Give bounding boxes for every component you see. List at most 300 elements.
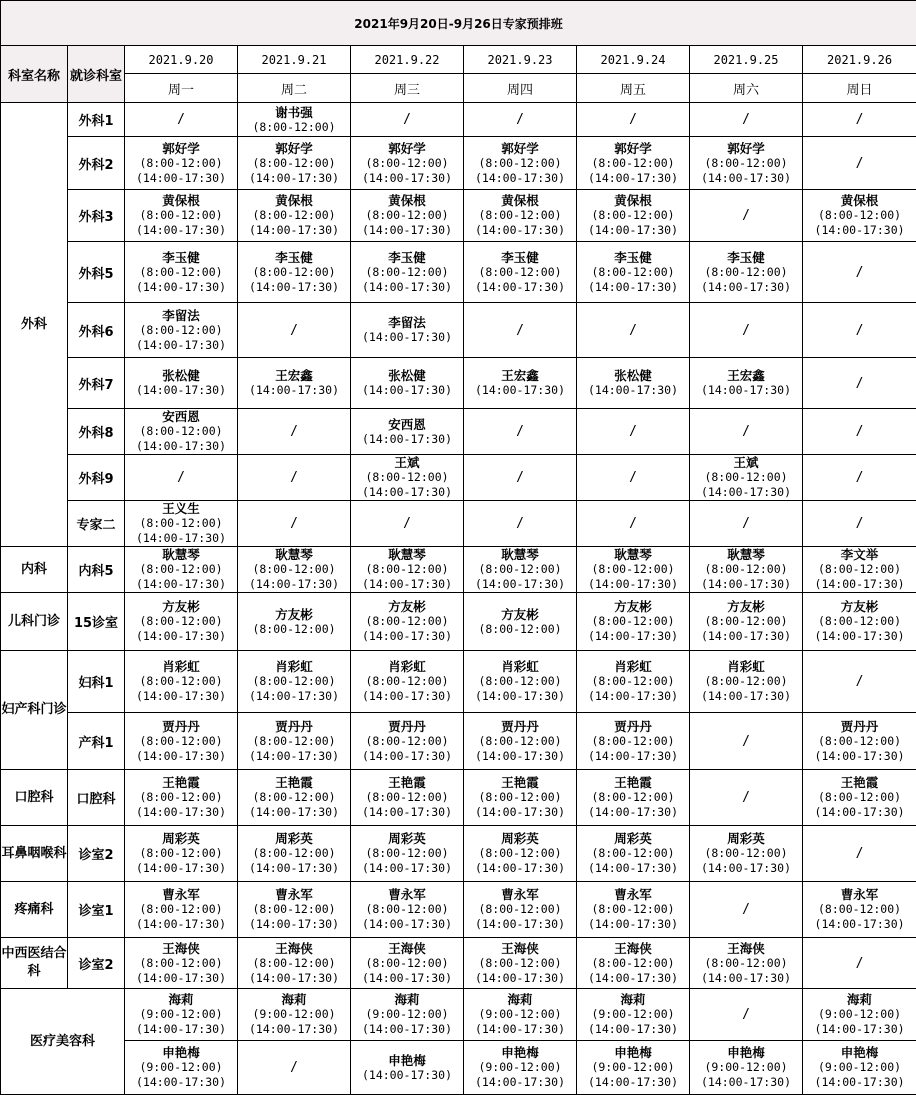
time-slot: (9:00-12:00) — [690, 1060, 802, 1075]
time-slot: (14:00-17:30) — [464, 223, 576, 238]
schedule-cell — [464, 651, 577, 713]
doctor-name: 王海侠 — [238, 941, 350, 956]
time-slot: (14:00-17:30) — [690, 171, 802, 186]
schedule-cell — [125, 989, 238, 1041]
schedule-cell — [803, 989, 916, 1041]
doctor-name: 王宏鑫 — [238, 368, 350, 383]
time-slot: (14:00-17:30) — [125, 805, 237, 820]
doctor-name: 王海侠 — [351, 941, 463, 956]
table-row — [1, 651, 916, 713]
doctor-name: 海莉 — [577, 992, 689, 1007]
schedule-cell — [125, 501, 238, 547]
time-slot: (8:00-12:00) — [351, 562, 463, 577]
department-name: 耳鼻咽喉科 — [1, 826, 68, 882]
doctor-name: 方友彬 — [125, 599, 237, 614]
doctor-name: 贾丹丹 — [238, 719, 350, 734]
schedule-cell — [351, 409, 464, 455]
time-slot: (8:00-12:00) — [351, 156, 463, 171]
schedule-cell — [803, 242, 916, 303]
schedule-cell — [690, 1041, 803, 1095]
time-slot: (14:00-17:30) — [351, 223, 463, 238]
schedule-cell — [238, 989, 351, 1041]
schedule-cell — [690, 593, 803, 651]
time-slot: (14:00-17:30) — [125, 338, 237, 353]
time-slot: (14:00-17:30) — [803, 629, 916, 644]
doctor-name: 肖彩虹 — [464, 659, 576, 674]
weekday-header: 周日 — [803, 74, 916, 103]
doctor-name: 黄保根 — [351, 193, 463, 208]
department-name: 儿科门诊 — [1, 593, 68, 651]
weekday-header: 周二 — [238, 74, 351, 103]
schedule-cell — [464, 358, 577, 409]
time-slot: (8:00-12:00) — [464, 265, 576, 280]
doctor-name: 曹永军 — [577, 887, 689, 902]
doctor-name: 肖彩虹 — [351, 659, 463, 674]
doctor-name: 贾丹丹 — [803, 719, 916, 734]
schedule-cell — [577, 242, 690, 303]
date-header: 2021.9.23 — [464, 46, 577, 74]
schedule-cell — [238, 651, 351, 713]
schedule-cell — [351, 242, 464, 303]
time-slot: (8:00-12:00) — [125, 614, 237, 629]
doctor-name: 李文举 — [803, 547, 916, 562]
doctor-name: 曹永军 — [464, 887, 576, 902]
doctor-name: 王艳霞 — [464, 775, 576, 790]
time-slot: (8:00-12:00) — [238, 956, 350, 971]
time-slot: (8:00-12:00) — [238, 120, 350, 135]
clinic-name: 专家二 — [68, 501, 125, 547]
schedule-cell — [803, 770, 916, 826]
schedule-cell — [125, 358, 238, 409]
no-clinic-mark: / — [403, 112, 411, 127]
time-slot: (9:00-12:00) — [125, 1007, 237, 1022]
time-slot: (14:00-17:30) — [577, 577, 689, 592]
schedule-cell — [577, 501, 690, 547]
schedule-cell — [464, 242, 577, 303]
schedule-cell — [577, 409, 690, 455]
doctor-name: 海莉 — [803, 992, 916, 1007]
schedule-cell — [464, 455, 577, 501]
no-clinic-mark: / — [290, 1060, 298, 1075]
time-slot: (8:00-12:00) — [803, 208, 916, 223]
doctor-name: 李玉健 — [690, 250, 802, 265]
doctor-name: 黄保根 — [464, 193, 576, 208]
time-slot: (9:00-12:00) — [351, 1007, 463, 1022]
time-slot: (14:00-17:30) — [690, 383, 802, 398]
doctor-name: 郭好学 — [125, 141, 237, 156]
doctor-name: 海莉 — [464, 992, 576, 1007]
doctor-name: 方友彬 — [351, 599, 463, 614]
time-slot: (14:00-17:30) — [803, 805, 916, 820]
time-slot: (8:00-12:00) — [351, 470, 463, 485]
clinic-name: 外科3 — [68, 190, 125, 242]
time-slot: (9:00-12:00) — [803, 1060, 916, 1075]
schedule-cell — [803, 882, 916, 938]
doctor-name: 方友彬 — [464, 607, 576, 622]
schedule-cell — [464, 826, 577, 882]
schedule-cell — [577, 137, 690, 190]
schedule-cell — [803, 409, 916, 455]
schedule-cell — [351, 190, 464, 242]
time-slot: (8:00-12:00) — [803, 562, 916, 577]
no-clinic-mark: / — [629, 516, 637, 531]
no-clinic-mark: / — [742, 424, 750, 439]
schedule-cell — [577, 770, 690, 826]
time-slot: (9:00-12:00) — [464, 1060, 576, 1075]
schedule-cell — [690, 358, 803, 409]
schedule-cell — [238, 137, 351, 190]
time-slot: (14:00-17:30) — [351, 861, 463, 876]
doctor-name: 申艳梅 — [690, 1045, 802, 1060]
doctor-name: 耿慧琴 — [238, 547, 350, 562]
time-slot: (14:00-17:30) — [577, 171, 689, 186]
schedule-cell — [577, 455, 690, 501]
table-row — [1, 882, 916, 938]
doctor-name: 贾丹丹 — [125, 719, 237, 734]
weekday-header: 周三 — [351, 74, 464, 103]
doctor-name: 王海侠 — [125, 941, 237, 956]
time-slot: (14:00-17:30) — [577, 280, 689, 295]
schedule-cell — [577, 938, 690, 989]
time-slot: (14:00-17:30) — [351, 171, 463, 186]
doctor-name: 方友彬 — [803, 599, 916, 614]
time-slot: (8:00-12:00) — [125, 208, 237, 223]
no-clinic-mark: / — [516, 323, 524, 338]
time-slot: (14:00-17:30) — [690, 689, 802, 704]
doctor-name: 曹永军 — [125, 887, 237, 902]
doctor-name: 海莉 — [238, 992, 350, 1007]
doctor-name: 安西恩 — [125, 409, 237, 424]
time-slot: (14:00-17:30) — [690, 280, 802, 295]
no-clinic-mark: / — [742, 790, 750, 805]
time-slot: (8:00-12:00) — [238, 265, 350, 280]
time-slot: (8:00-12:00) — [125, 734, 237, 749]
time-slot: (8:00-12:00) — [351, 208, 463, 223]
time-slot: (8:00-12:00) — [351, 734, 463, 749]
time-slot: (14:00-17:30) — [577, 689, 689, 704]
schedule-cell — [125, 1041, 238, 1095]
schedule-cell — [577, 651, 690, 713]
time-slot: (8:00-12:00) — [690, 265, 802, 280]
clinic-name: 外科8 — [68, 409, 125, 455]
time-slot: (14:00-17:30) — [577, 223, 689, 238]
department-name: 口腔科 — [1, 770, 68, 826]
time-slot: (8:00-12:00) — [125, 265, 237, 280]
department-name: 外科 — [1, 103, 68, 547]
schedule-cell — [125, 103, 238, 137]
doctor-name: 曹永军 — [803, 887, 916, 902]
header-dept: 科室名称 — [1, 46, 68, 103]
clinic-name: 15诊室 — [68, 593, 125, 651]
time-slot: (14:00-17:30) — [577, 861, 689, 876]
clinic-name: 外科7 — [68, 358, 125, 409]
no-clinic-mark: / — [629, 470, 637, 485]
time-slot: (8:00-12:00) — [690, 156, 802, 171]
doctor-name: 肖彩虹 — [125, 659, 237, 674]
date-header: 2021.9.24 — [577, 46, 690, 74]
time-slot: (8:00-12:00) — [238, 208, 350, 223]
schedule-cell — [351, 713, 464, 770]
doctor-name: 郭好学 — [690, 141, 802, 156]
time-slot: (8:00-12:00) — [238, 156, 350, 171]
clinic-name: 口腔科 — [68, 770, 125, 826]
doctor-name: 李玉健 — [351, 250, 463, 265]
schedule-cell — [238, 1041, 351, 1095]
weekday-header: 周一 — [125, 74, 238, 103]
schedule-cell — [690, 547, 803, 593]
schedule-cell — [803, 358, 916, 409]
time-slot: (14:00-17:30) — [464, 383, 576, 398]
no-clinic-mark: / — [856, 956, 864, 971]
time-slot: (14:00-17:30) — [238, 171, 350, 186]
doctor-name: 周彩英 — [238, 831, 350, 846]
time-slot: (14:00-17:30) — [351, 577, 463, 592]
schedule-cell — [464, 303, 577, 358]
no-clinic-mark: / — [742, 208, 750, 223]
schedule-cell — [690, 455, 803, 501]
time-slot: (8:00-12:00) — [464, 156, 576, 171]
doctor-name: 王海侠 — [690, 941, 802, 956]
doctor-name: 郭好学 — [577, 141, 689, 156]
no-clinic-mark: / — [742, 734, 750, 749]
department-name: 中西医结合科 — [1, 938, 68, 989]
table-row — [1, 989, 916, 1041]
time-slot: (14:00-17:30) — [690, 485, 802, 500]
time-slot: (14:00-17:30) — [803, 577, 916, 592]
schedule-cell — [125, 593, 238, 651]
doctor-name: 李玉健 — [464, 250, 576, 265]
time-slot: (14:00-17:30) — [238, 917, 350, 932]
time-slot: (14:00-17:30) — [238, 971, 350, 986]
doctor-name: 贾丹丹 — [577, 719, 689, 734]
table-row — [1, 409, 916, 455]
schedule-cell — [464, 547, 577, 593]
table-row — [1, 593, 916, 651]
time-slot: (8:00-12:00) — [351, 265, 463, 280]
schedule-cell — [803, 303, 916, 358]
time-slot: (14:00-17:30) — [351, 971, 463, 986]
doctor-name: 肖彩虹 — [238, 659, 350, 674]
time-slot: (14:00-17:30) — [690, 629, 802, 644]
weekday-header: 周五 — [577, 74, 690, 103]
clinic-name: 内科5 — [68, 547, 125, 593]
time-slot: (14:00-17:30) — [351, 330, 463, 345]
time-slot: (14:00-17:30) — [351, 485, 463, 500]
time-slot: (14:00-17:30) — [690, 861, 802, 876]
time-slot: (8:00-12:00) — [238, 902, 350, 917]
schedule-cell — [351, 882, 464, 938]
doctor-name: 王艳霞 — [803, 775, 916, 790]
time-slot: (8:00-12:00) — [464, 790, 576, 805]
time-slot: (8:00-12:00) — [690, 614, 802, 629]
time-slot: (9:00-12:00) — [125, 1060, 237, 1075]
time-slot: (8:00-12:00) — [125, 323, 237, 338]
doctor-name: 王宏鑫 — [464, 368, 576, 383]
time-slot: (8:00-12:00) — [125, 516, 237, 531]
no-clinic-mark: / — [856, 846, 864, 861]
schedule-cell — [690, 242, 803, 303]
schedule-cell — [690, 501, 803, 547]
schedule-cell — [690, 826, 803, 882]
schedule-cell — [690, 137, 803, 190]
time-slot: (14:00-17:30) — [464, 805, 576, 820]
schedule-cell — [238, 882, 351, 938]
schedule-cell — [690, 882, 803, 938]
time-slot: (14:00-17:30) — [351, 1022, 463, 1037]
no-clinic-mark: / — [177, 470, 185, 485]
doctor-name: 方友彬 — [690, 599, 802, 614]
doctor-name: 王艳霞 — [125, 775, 237, 790]
schedule-cell — [238, 713, 351, 770]
time-slot: (9:00-12:00) — [238, 1007, 350, 1022]
time-slot: (8:00-12:00) — [803, 790, 916, 805]
schedule-cell — [803, 190, 916, 242]
schedule-cell — [577, 190, 690, 242]
time-slot: (14:00-17:30) — [238, 805, 350, 820]
time-slot: (14:00-17:30) — [464, 171, 576, 186]
time-slot: (8:00-12:00) — [464, 846, 576, 861]
schedule-cell — [351, 455, 464, 501]
doctor-name: 曹永军 — [238, 887, 350, 902]
time-slot: (8:00-12:00) — [125, 790, 237, 805]
schedule-cell — [351, 137, 464, 190]
time-slot: (14:00-17:30) — [464, 749, 576, 764]
doctor-name: 耿慧琴 — [690, 547, 802, 562]
schedule-cell — [351, 1041, 464, 1095]
time-slot: (9:00-12:00) — [464, 1007, 576, 1022]
no-clinic-mark: / — [403, 516, 411, 531]
doctor-name: 郭好学 — [351, 141, 463, 156]
no-clinic-mark: / — [516, 470, 524, 485]
no-clinic-mark: / — [742, 112, 750, 127]
time-slot: (14:00-17:30) — [577, 749, 689, 764]
date-header: 2021.9.25 — [690, 46, 803, 74]
time-slot: (14:00-17:30) — [125, 749, 237, 764]
time-slot: (14:00-17:30) — [238, 1022, 350, 1037]
clinic-name: 外科6 — [68, 303, 125, 358]
doctor-name: 李留法 — [351, 315, 463, 330]
doctor-name: 海莉 — [351, 992, 463, 1007]
time-slot: (14:00-17:30) — [351, 917, 463, 932]
table-row — [1, 303, 916, 358]
no-clinic-mark: / — [856, 156, 864, 171]
table-row — [1, 358, 916, 409]
time-slot: (8:00-12:00) — [803, 614, 916, 629]
time-slot: (14:00-17:30) — [577, 971, 689, 986]
doctor-name: 王海侠 — [577, 941, 689, 956]
schedule-cell — [125, 770, 238, 826]
no-clinic-mark: / — [856, 424, 864, 439]
schedule-cell — [690, 713, 803, 770]
schedule-cell — [238, 190, 351, 242]
time-slot: (14:00-17:30) — [125, 971, 237, 986]
time-slot: (14:00-17:30) — [803, 223, 916, 238]
time-slot: (8:00-12:00) — [464, 562, 576, 577]
time-slot: (8:00-12:00) — [577, 790, 689, 805]
time-slot: (8:00-12:00) — [577, 674, 689, 689]
schedule-cell — [690, 303, 803, 358]
schedule-cell — [238, 547, 351, 593]
no-clinic-mark: / — [177, 112, 185, 127]
no-clinic-mark: / — [856, 112, 864, 127]
time-slot: (14:00-17:30) — [464, 1022, 576, 1037]
time-slot: (14:00-17:30) — [238, 577, 350, 592]
doctor-name: 王宏鑫 — [690, 368, 802, 383]
time-slot: (14:00-17:30) — [464, 861, 576, 876]
time-slot: (14:00-17:30) — [690, 971, 802, 986]
no-clinic-mark: / — [856, 323, 864, 338]
schedule-cell — [464, 103, 577, 137]
no-clinic-mark: / — [742, 323, 750, 338]
schedule-cell — [125, 938, 238, 989]
time-slot: (8:00-12:00) — [464, 208, 576, 223]
no-clinic-mark: / — [629, 112, 637, 127]
schedule-cell — [577, 547, 690, 593]
time-slot: (8:00-12:00) — [238, 562, 350, 577]
time-slot: (9:00-12:00) — [577, 1060, 689, 1075]
doctor-name: 周彩英 — [351, 831, 463, 846]
no-clinic-mark: / — [742, 1007, 750, 1022]
time-slot: (14:00-17:30) — [577, 917, 689, 932]
time-slot: (14:00-17:30) — [125, 917, 237, 932]
date-header: 2021.9.20 — [125, 46, 238, 74]
time-slot: (8:00-12:00) — [125, 562, 237, 577]
doctor-name: 耿慧琴 — [577, 547, 689, 562]
time-slot: (14:00-17:30) — [464, 971, 576, 986]
table-row — [1, 501, 916, 547]
doctor-name: 张松健 — [125, 368, 237, 383]
schedule-cell — [577, 303, 690, 358]
doctor-name: 安西恩 — [351, 417, 463, 432]
time-slot: (8:00-12:00) — [577, 614, 689, 629]
schedule-cell — [803, 137, 916, 190]
time-slot: (14:00-17:30) — [238, 383, 350, 398]
doctor-name: 王艳霞 — [238, 775, 350, 790]
time-slot: (14:00-17:30) — [125, 383, 237, 398]
schedule-cell — [803, 1041, 916, 1095]
schedule-cell — [464, 770, 577, 826]
time-slot: (8:00-12:00) — [803, 902, 916, 917]
time-slot: (8:00-12:00) — [125, 424, 237, 439]
time-slot: (8:00-12:00) — [690, 470, 802, 485]
time-slot: (14:00-17:30) — [351, 805, 463, 820]
doctor-name: 郭好学 — [464, 141, 576, 156]
time-slot: (14:00-17:30) — [577, 383, 689, 398]
time-slot: (8:00-12:00) — [464, 902, 576, 917]
no-clinic-mark: / — [742, 902, 750, 917]
schedule-cell — [125, 547, 238, 593]
time-slot: (8:00-12:00) — [238, 790, 350, 805]
no-clinic-mark: / — [856, 674, 864, 689]
time-slot: (8:00-12:00) — [238, 734, 350, 749]
doctor-name: 周彩英 — [125, 831, 237, 846]
time-slot: (14:00-17:30) — [577, 1022, 689, 1037]
schedule-cell — [464, 190, 577, 242]
schedule-cell — [238, 103, 351, 137]
schedule-cell — [238, 409, 351, 455]
time-slot: (14:00-17:30) — [125, 1022, 237, 1037]
time-slot: (14:00-17:30) — [690, 577, 802, 592]
time-slot: (14:00-17:30) — [125, 223, 237, 238]
schedule-cell — [125, 651, 238, 713]
time-slot: (14:00-17:30) — [464, 1075, 576, 1090]
table-row — [1, 713, 916, 770]
schedule-cell — [125, 826, 238, 882]
time-slot: (14:00-17:30) — [238, 749, 350, 764]
time-slot: (14:00-17:30) — [125, 280, 237, 295]
time-slot: (8:00-12:00) — [351, 790, 463, 805]
schedule-cell — [125, 713, 238, 770]
